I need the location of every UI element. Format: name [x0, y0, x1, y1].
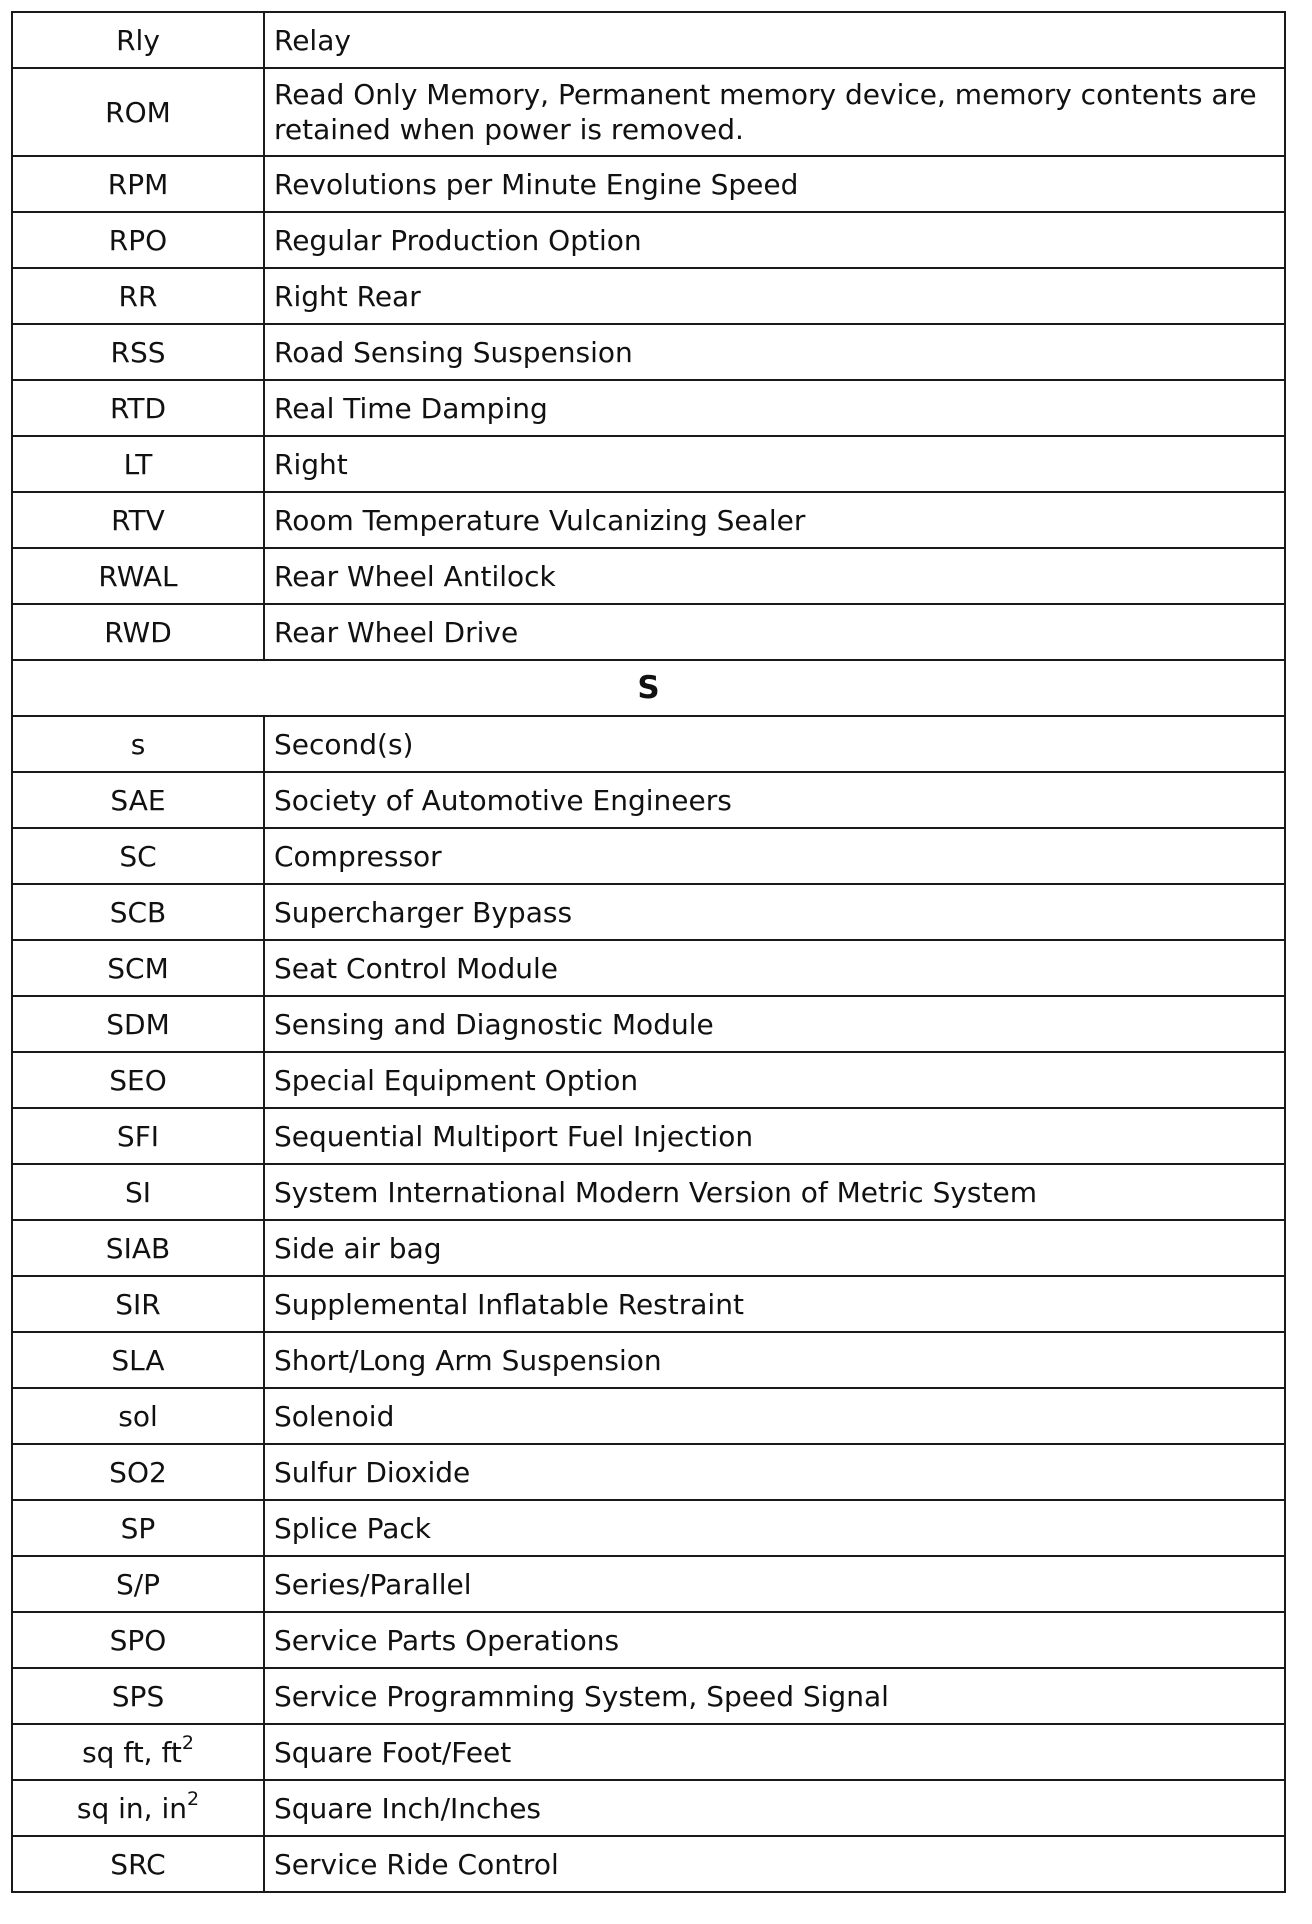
abbreviation-cell: sol — [12, 1388, 264, 1444]
table-row — [12, 324, 1285, 380]
definition-cell: Series/Parallel — [264, 1556, 1285, 1612]
definition-cell: Side air bag — [264, 1220, 1285, 1276]
definition-cell: Compressor — [264, 828, 1285, 884]
table-row — [12, 1108, 1285, 1164]
definition-cell: Supercharger Bypass — [264, 884, 1285, 940]
definition-cell: Sequential Multiport Fuel Injection — [264, 1108, 1285, 1164]
abbreviation-cell — [12, 1724, 264, 1780]
definition-cell: Splice Pack — [264, 1500, 1285, 1556]
definition-cell: Square Foot/Feet — [264, 1724, 1285, 1780]
table-row — [12, 1556, 1285, 1612]
table-row — [12, 604, 1285, 660]
abbreviation-cell: RTD — [12, 380, 264, 436]
abbreviation-cell: SIAB — [12, 1220, 264, 1276]
abbreviation-cell: SLA — [12, 1332, 264, 1388]
abbreviation-cell: SIR — [12, 1276, 264, 1332]
definition-cell: Square Inch/Inches — [264, 1780, 1285, 1836]
table-row — [12, 1332, 1285, 1388]
table-row — [12, 1500, 1285, 1556]
definition-cell: Sulfur Dioxide — [264, 1444, 1285, 1500]
table-row — [12, 1612, 1285, 1668]
table-row — [12, 884, 1285, 940]
definition-cell: Solenoid — [264, 1388, 1285, 1444]
abbreviation-cell: SAE — [12, 772, 264, 828]
table-row — [12, 268, 1285, 324]
abbreviation-cell: S/P — [12, 1556, 264, 1612]
table-row — [12, 1724, 1285, 1780]
table-row — [12, 1780, 1285, 1836]
definition-cell: Right Rear — [264, 268, 1285, 324]
table-row — [12, 1276, 1285, 1332]
table-row — [12, 940, 1285, 996]
abbreviation-cell: RR — [12, 268, 264, 324]
abbreviation-cell: RPO — [12, 212, 264, 268]
abbreviation-cell: SCM — [12, 940, 264, 996]
table-row — [12, 212, 1285, 268]
definition-cell: Service Ride Control — [264, 1836, 1285, 1892]
table-row — [12, 1052, 1285, 1108]
abbreviation-cell: SI — [12, 1164, 264, 1220]
abbreviation-text: sq ft, ft — [82, 1735, 182, 1769]
definition-cell: Sensing and Diagnostic Module — [264, 996, 1285, 1052]
definition-cell: Seat Control Module — [264, 940, 1285, 996]
table-row — [12, 1388, 1285, 1444]
table-row — [12, 68, 1285, 156]
abbreviation-cell: RWAL — [12, 548, 264, 604]
definition-cell: Real Time Damping — [264, 380, 1285, 436]
abbreviation-table — [11, 11, 1286, 1893]
definition-cell: System International Modern Version of Metric System — [264, 1164, 1285, 1220]
definition-cell: Second(s) — [264, 716, 1285, 772]
abbreviation-cell: RPM — [12, 156, 264, 212]
definition-cell: Relay — [264, 12, 1285, 68]
abbreviation-cell: SP — [12, 1500, 264, 1556]
definition-cell: Read Only Memory, Permanent memory device, memory contents are retained when power is removed. — [264, 68, 1285, 156]
table-row — [12, 12, 1285, 68]
table-row — [12, 1444, 1285, 1500]
abbreviation-cell: ROM — [12, 68, 264, 156]
table-row — [12, 1668, 1285, 1724]
table-row — [12, 380, 1285, 436]
definition-cell: Society of Automotive Engineers — [264, 772, 1285, 828]
abbreviation-cell: Rly — [12, 12, 264, 68]
definition-cell: Road Sensing Suspension — [264, 324, 1285, 380]
definition-cell: Service Parts Operations — [264, 1612, 1285, 1668]
abbreviation-cell: RTV — [12, 492, 264, 548]
table-row — [12, 156, 1285, 212]
abbreviation-cell: SEO — [12, 1052, 264, 1108]
table-row — [12, 716, 1285, 772]
abbreviation-cell: s — [12, 716, 264, 772]
table-row — [12, 436, 1285, 492]
definition-cell: Rear Wheel Antilock — [264, 548, 1285, 604]
abbreviation-cell: SFI — [12, 1108, 264, 1164]
definition-cell: Revolutions per Minute Engine Speed — [264, 156, 1285, 212]
abbreviation-cell — [12, 1780, 264, 1836]
definition-cell: Short/Long Arm Suspension — [264, 1332, 1285, 1388]
abbreviation-cell: SPS — [12, 1668, 264, 1724]
table-row — [12, 996, 1285, 1052]
superscript-exponent: 2 — [187, 1788, 200, 1811]
abbreviation-text: sq in, in — [76, 1791, 188, 1825]
abbreviation-cell: SO2 — [12, 1444, 264, 1500]
abbreviation-cell: SPO — [12, 1612, 264, 1668]
section-header-row — [12, 660, 1285, 716]
definition-cell: Room Temperature Vulcanizing Sealer — [264, 492, 1285, 548]
table-row — [12, 1164, 1285, 1220]
abbreviation-cell: RSS — [12, 324, 264, 380]
table-row — [12, 492, 1285, 548]
definition-cell: Right — [264, 436, 1285, 492]
abbreviation-cell: SCB — [12, 884, 264, 940]
definition-cell: Service Programming System, Speed Signal — [264, 1668, 1285, 1724]
table-row — [12, 772, 1285, 828]
abbreviation-cell: SDM — [12, 996, 264, 1052]
table-row — [12, 828, 1285, 884]
abbreviation-cell: RWD — [12, 604, 264, 660]
table-row — [12, 1836, 1285, 1892]
definition-cell: Supplemental Inflatable Restraint — [264, 1276, 1285, 1332]
section-letter: S — [12, 660, 1285, 716]
definition-cell: Rear Wheel Drive — [264, 604, 1285, 660]
table-row — [12, 1220, 1285, 1276]
abbreviation-cell: SRC — [12, 1836, 264, 1892]
superscript-exponent: 2 — [181, 1732, 194, 1755]
abbreviation-cell: SC — [12, 828, 264, 884]
table-row — [12, 548, 1285, 604]
definition-cell: Special Equipment Option — [264, 1052, 1285, 1108]
definition-cell: Regular Production Option — [264, 212, 1285, 268]
abbreviation-table-body — [12, 12, 1285, 1892]
abbreviation-cell: LT — [12, 436, 264, 492]
